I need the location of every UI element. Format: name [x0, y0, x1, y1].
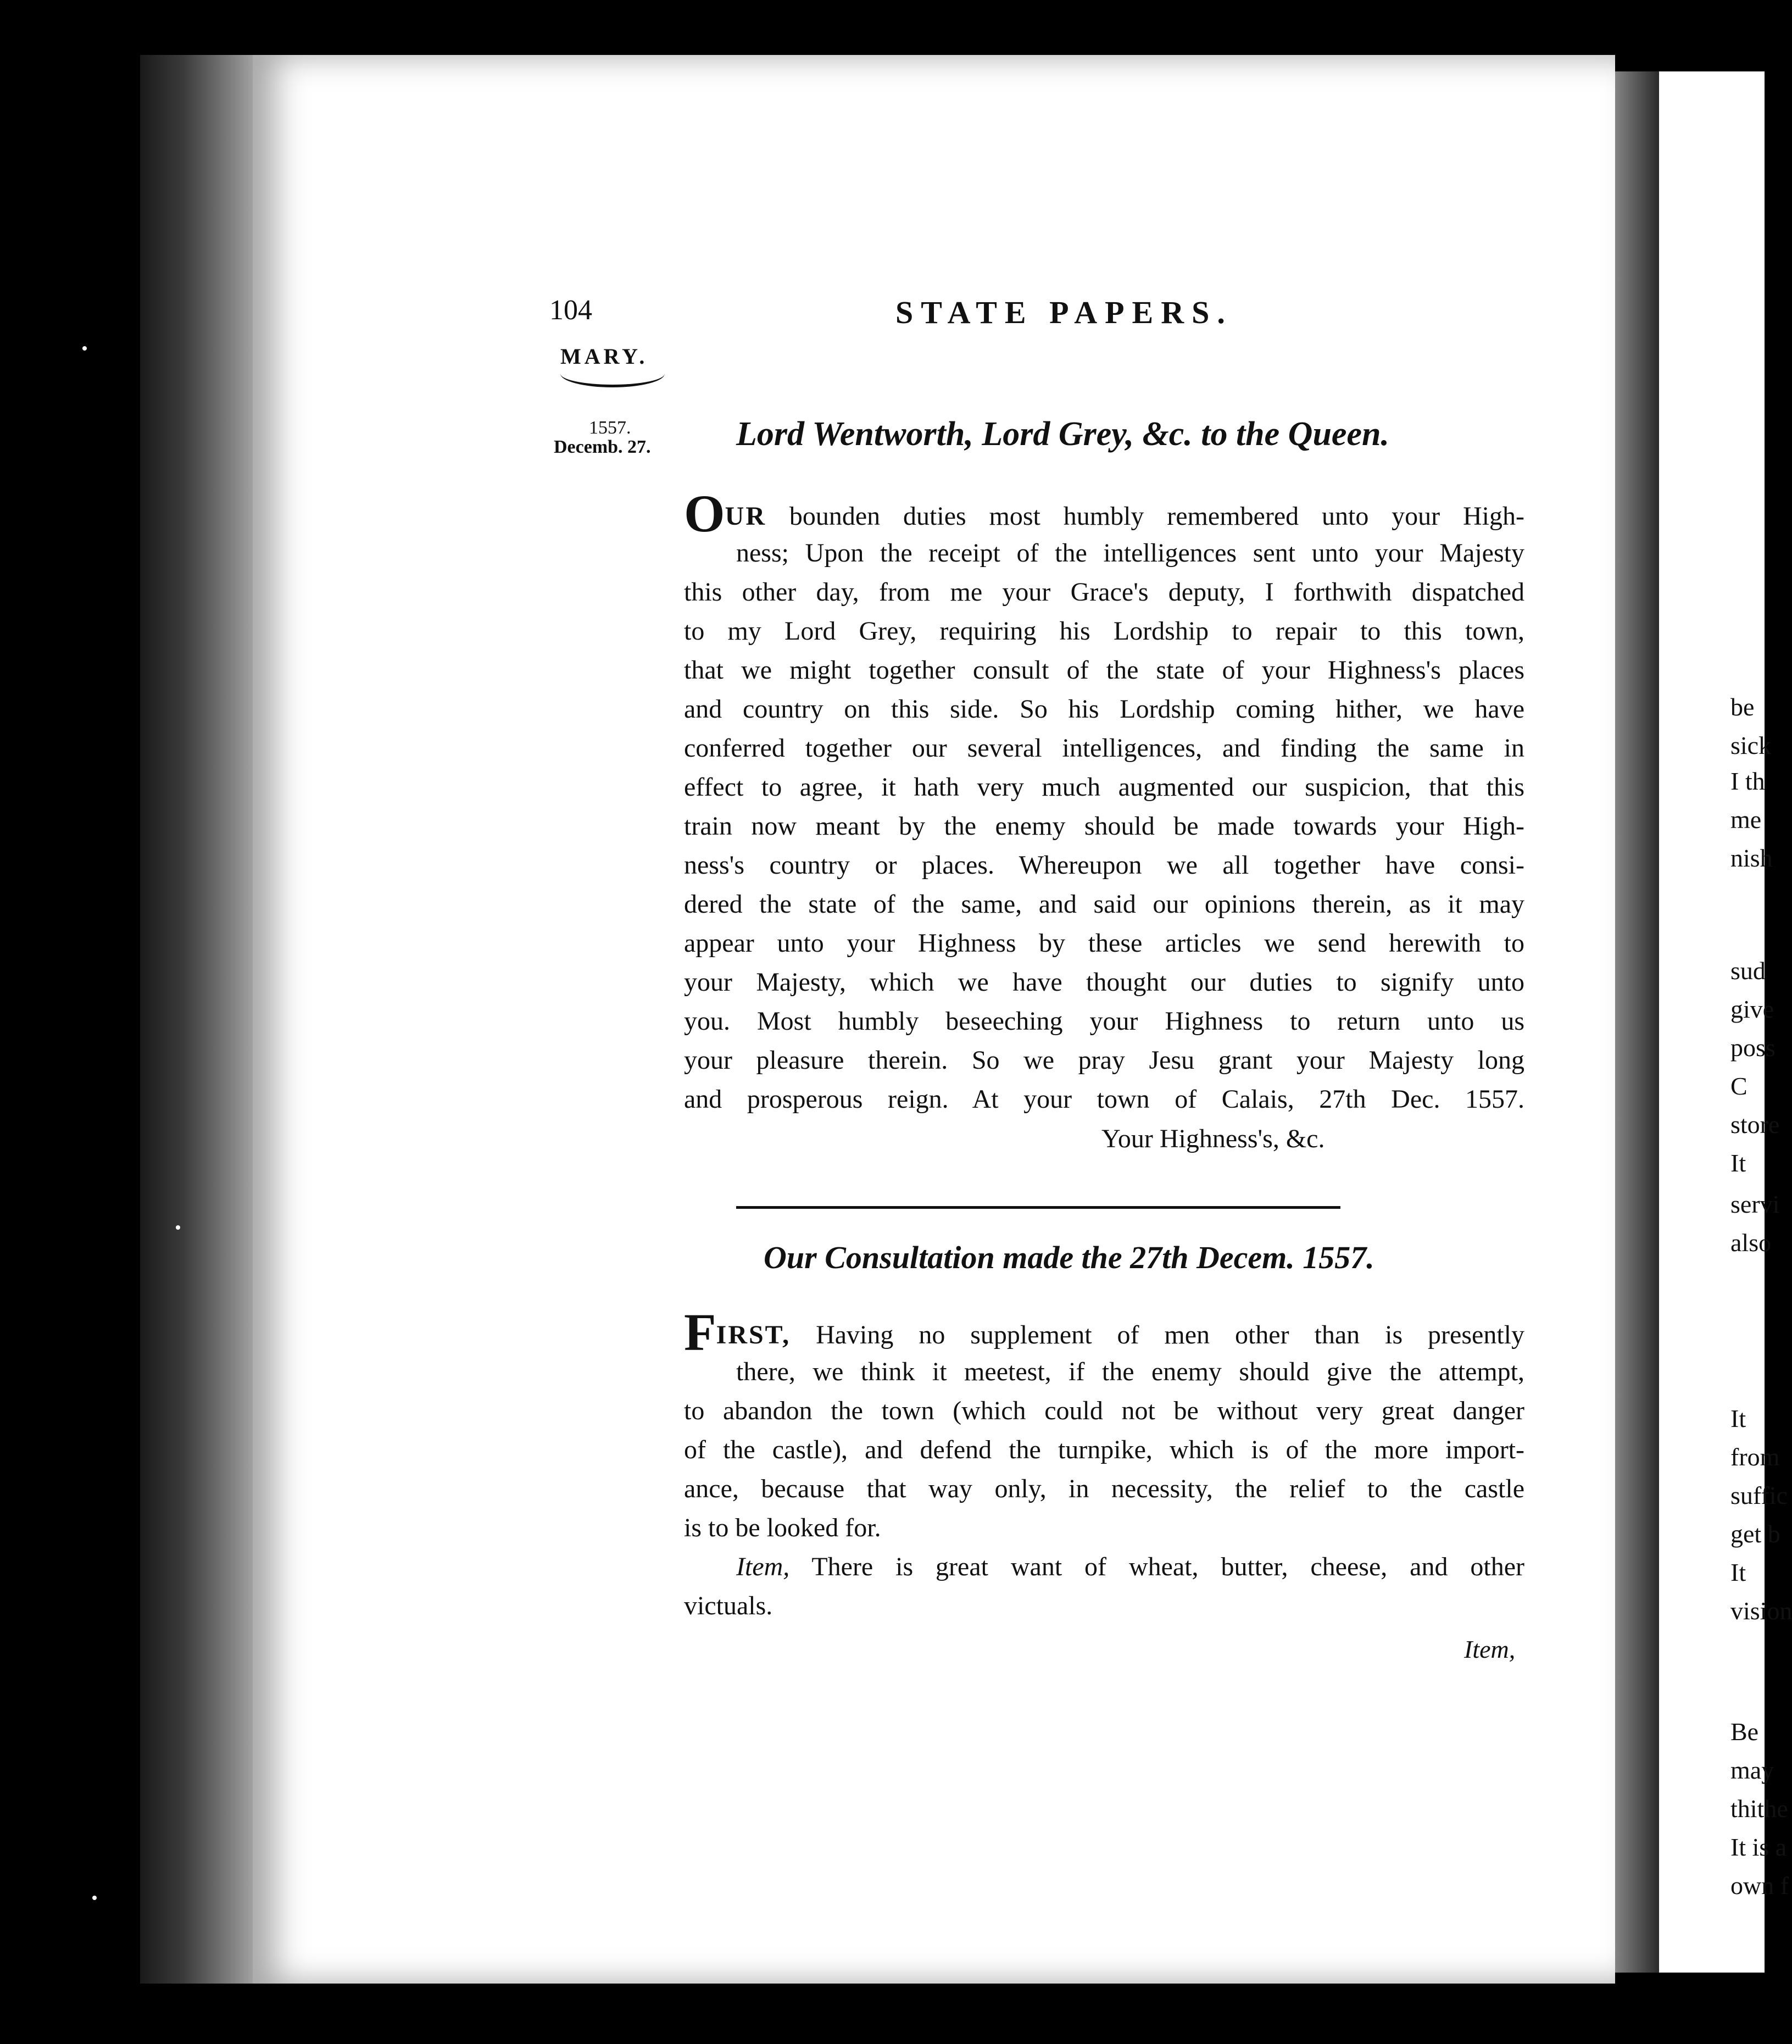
- next-page-fragment: nish: [1730, 844, 1773, 872]
- next-page-fragment: may: [1730, 1756, 1774, 1784]
- next-page-fragment: give: [1730, 995, 1774, 1023]
- body-line: and country on this side. So his Lordship coming hither, we have: [684, 695, 1524, 724]
- drop-cap: F: [684, 1303, 716, 1362]
- body-line: and prosperous reign. At your town of Calais, 27th Dec. 1557.: [684, 1085, 1524, 1114]
- next-page-fragment: own f: [1730, 1871, 1789, 1899]
- scan-speck: [92, 1896, 97, 1900]
- marginal-date: Decemb. 27.: [554, 437, 651, 457]
- marginal-year: 1557.: [589, 418, 631, 438]
- letter-title-names: Lord Wentworth, Lord Grey,: [736, 415, 1143, 453]
- consultation-title: Our Consultation made the 27th Decem. 1557.: [764, 1240, 1374, 1275]
- next-page-fragment: sud: [1730, 957, 1766, 985]
- body-line: dered the state of the same, and said our opinions therein, as it may: [684, 890, 1524, 919]
- body-line: effect to agree, it hath very much augmented our suspicion, that this: [684, 773, 1524, 802]
- body-line: this other day, from me your Grace's deputy, I forthwith dispatched: [684, 577, 1524, 607]
- body-line: of the castle), and defend the turnpike, which is of the more import-: [684, 1435, 1524, 1464]
- body-line: conferred together our several intelligences, and finding the same in: [684, 734, 1524, 763]
- next-page-fragment: also: [1730, 1229, 1772, 1257]
- letter-closing: Your Highness's, &c.: [1101, 1124, 1325, 1153]
- item-line: [684, 1547, 1524, 1586]
- body-line: [684, 484, 1524, 543]
- next-page-fragment: vision: [1730, 1597, 1792, 1625]
- lead-caps: UR: [725, 502, 766, 531]
- adjacent-page-edge: [1659, 71, 1792, 1973]
- next-page-fragment: Be: [1730, 1718, 1759, 1746]
- letter-title-recipient: to the Queen.: [1192, 415, 1389, 453]
- reign-label: MARY.: [560, 344, 648, 369]
- body-line: ness; Upon the receipt of the intelligences sent unto your Majesty: [736, 538, 1524, 568]
- next-page-fragment: from: [1730, 1443, 1780, 1471]
- page-number: 104: [549, 295, 592, 326]
- next-page-fragment: sick: [1730, 731, 1772, 759]
- letter-body: [684, 484, 1524, 1119]
- body-line: there, we think it meetest, if the enemy should give the attempt,: [736, 1357, 1524, 1386]
- next-page-fragment: I th: [1730, 767, 1765, 795]
- section-rule: [736, 1206, 1340, 1209]
- scan-speck: [176, 1225, 180, 1230]
- body-line: you. Most humbly beseeching your Highness to return unto us: [684, 1007, 1524, 1036]
- next-page-fragment: servi: [1730, 1190, 1780, 1218]
- next-page-fragment: It: [1730, 1558, 1746, 1586]
- consultation-body: [684, 1303, 1524, 1625]
- item-label: Item,: [736, 1552, 790, 1581]
- next-page-fragment: get b: [1730, 1520, 1780, 1548]
- body-line: [684, 1303, 1524, 1362]
- body-line: to abandon the town (which could not be without very great danger: [684, 1396, 1524, 1425]
- lead-caps: IRST,: [716, 1320, 791, 1349]
- letter-title-etc: &c.: [1142, 415, 1193, 453]
- running-head: STATE PAPERS.: [895, 295, 1233, 330]
- next-page-fragment: store: [1730, 1110, 1780, 1138]
- next-page-fragment: It is a: [1730, 1833, 1787, 1861]
- body-line: appear unto your Highness by these articles we send herewith to: [684, 929, 1524, 958]
- next-page-fragment: It: [1730, 1404, 1746, 1432]
- line-text: Having no supplement of men other than is presently: [791, 1320, 1524, 1349]
- line-text: There is great want of wheat, butter, cheese, and other: [789, 1552, 1524, 1581]
- item-line: victuals.: [684, 1591, 773, 1620]
- letter-title: [736, 415, 1389, 454]
- body-line: train now meant by the enemy should be made towards your High-: [684, 812, 1524, 841]
- scan-speck: [82, 346, 87, 351]
- next-page-fragment: poss: [1730, 1034, 1776, 1062]
- body-line: your Majesty, which we have thought our duties to signify unto: [684, 968, 1524, 997]
- body-line: to my Lord Grey, requiring his Lordship to repair to this town,: [684, 616, 1524, 646]
- body-line: ness's country or places. Whereupon we all together have consi-: [684, 851, 1524, 880]
- next-page-fragment: me: [1730, 806, 1762, 834]
- next-page-fragment: C: [1730, 1072, 1748, 1100]
- catchword: Item,: [1464, 1635, 1516, 1663]
- next-page-fragment: be: [1730, 693, 1755, 721]
- body-line: ance, because that way only, in necessity, the relief to the castle: [684, 1474, 1524, 1503]
- next-page-fragment: thithe: [1730, 1795, 1788, 1823]
- next-page-fragment: It: [1730, 1149, 1746, 1177]
- next-page-fragment: suffic: [1730, 1481, 1788, 1509]
- body-line: is to be looked for.: [684, 1513, 881, 1542]
- drop-cap: O: [684, 484, 725, 543]
- body-line: your pleasure therein. So we pray Jesu grant your Majesty long: [684, 1046, 1524, 1075]
- body-line: that we might together consult of the state of your Highness's places: [684, 656, 1524, 685]
- line-text: bounden duties most humbly remembered unto your High-: [766, 502, 1524, 531]
